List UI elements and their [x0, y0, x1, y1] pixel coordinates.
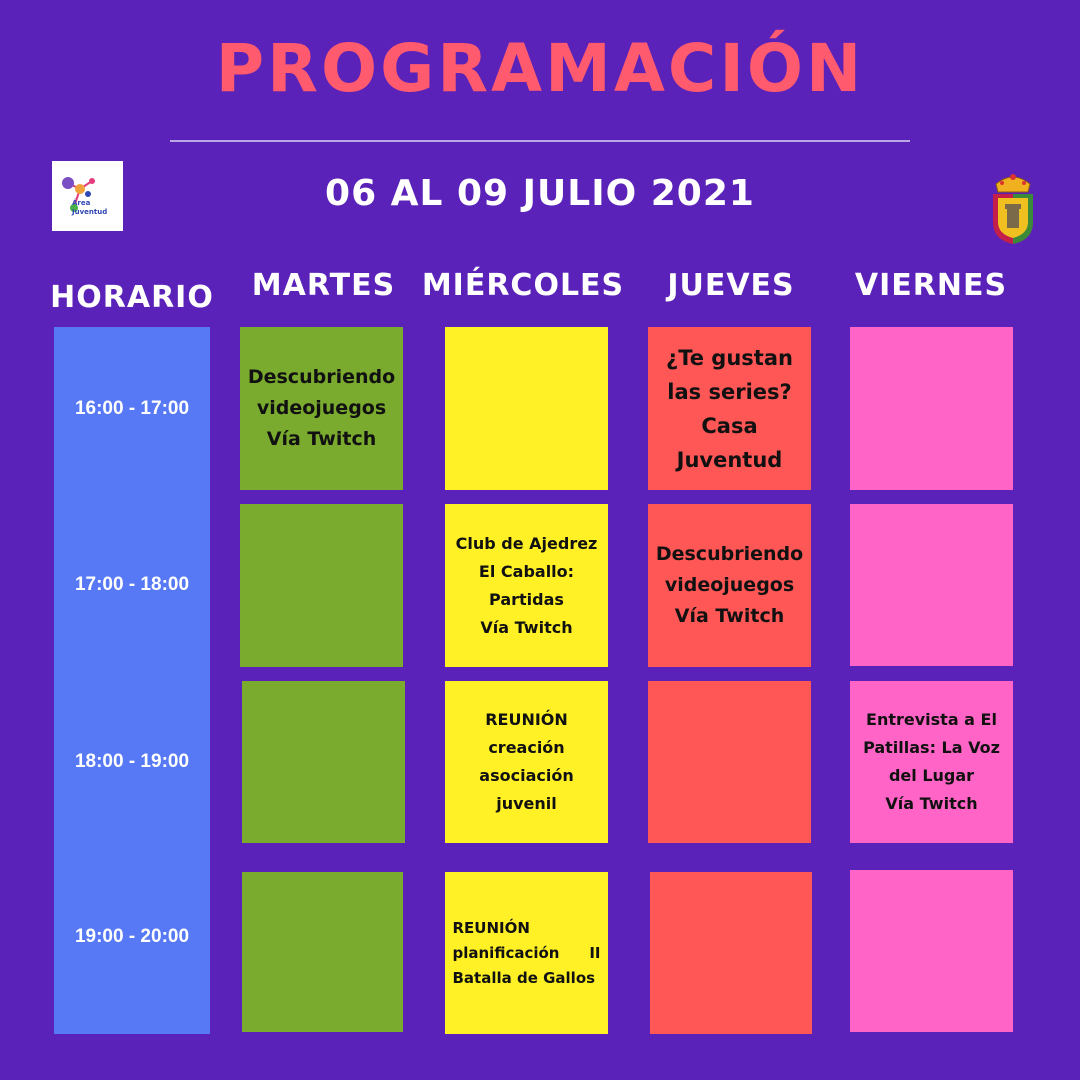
time-slot-2: 17:00 - 18:00: [74, 574, 190, 595]
column-header-jueves: JUEVES: [667, 268, 795, 303]
cell-text: ¿Te gustan las series? Casa Juventud: [666, 345, 793, 472]
cell-text: Descubriendo videojuegos Vía Twitch: [247, 366, 396, 450]
cell-martes-1600: [240, 327, 403, 490]
column-header-viernes: VIERNES: [854, 268, 1008, 303]
cell-text: Descubriendo videojuegos Vía Twitch: [655, 543, 804, 627]
cell-text: Club de Ajedrez El Caballo: Partidas Vía Twitch: [455, 533, 598, 637]
cell-text: REUNIÓN creación asociación juvenil: [479, 710, 574, 813]
cell-jueves-1900: [650, 872, 812, 1034]
cell-miercoles-1900: [445, 872, 608, 1034]
cell-martes-1800: [242, 681, 405, 843]
column-header-horario: HORARIO: [50, 280, 214, 315]
time-slot-3: 18:00 - 19:00: [74, 751, 190, 772]
date-range: 06 AL 09 JULIO 2021: [325, 173, 755, 214]
cell-martes-1900: [242, 872, 403, 1032]
cell-text: Entrevista a El Patillas: La Voz del Lugar Vía Twitch: [863, 710, 1000, 813]
cell-jueves-1700: [648, 504, 811, 667]
town-crest-icon: [990, 170, 1036, 246]
molecule-icon: [52, 161, 123, 231]
cell-jueves-1600: [648, 327, 811, 490]
page-title: PROGRAMACIÓN: [215, 30, 865, 107]
logo-line1: Área: [72, 199, 91, 207]
cell-martes-1700: [240, 504, 403, 667]
cell-miercoles-1600: [445, 327, 608, 490]
cell-miercoles-1700: [445, 504, 608, 667]
logo-line2: Juventud: [72, 208, 108, 216]
cell-jueves-1800: [648, 681, 811, 843]
column-header-martes: MARTES: [251, 268, 396, 303]
column-header-miercoles: MIÉRCOLES: [421, 268, 625, 303]
cell-miercoles-1800: [445, 681, 608, 843]
time-slot-1: 16:00 - 17:00: [74, 398, 190, 419]
cell-viernes-1600: [850, 327, 1013, 490]
cell-viernes-1900: [850, 870, 1013, 1032]
area-juventud-logo: [52, 161, 123, 231]
cell-viernes-1700: [850, 504, 1013, 666]
title-divider: [170, 140, 910, 142]
cell-viernes-1800: [850, 681, 1013, 843]
time-slot-4: 19:00 - 20:00: [74, 926, 190, 947]
cell-text: REUNIÓN planificación II Batalla de Gallos: [452, 918, 601, 987]
